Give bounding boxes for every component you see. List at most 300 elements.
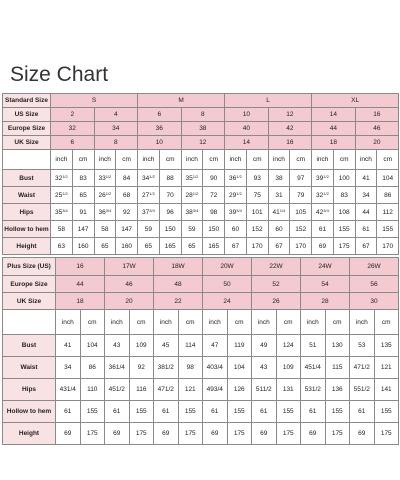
unit-cell: inch xyxy=(312,150,334,170)
value-cell: 155 xyxy=(276,401,301,423)
value-cell xyxy=(116,204,138,221)
value-cell xyxy=(290,204,312,221)
value-cell: 110 xyxy=(80,379,105,401)
value-cell: 114 xyxy=(178,335,203,357)
waist-row xyxy=(3,357,399,379)
value-fraction: 1/2 xyxy=(105,173,112,179)
value-cell xyxy=(225,238,247,255)
value-main: 39 xyxy=(316,174,324,182)
size-cell: 8 xyxy=(181,108,225,122)
value-main: 170 xyxy=(295,242,307,250)
row-label: Hips xyxy=(3,379,56,401)
value-main: 67 xyxy=(275,242,283,250)
bust-row xyxy=(3,335,399,357)
unit-cell: inch xyxy=(225,150,247,170)
plus-size-17w: 17W xyxy=(105,258,154,276)
value-fraction: 1/2 xyxy=(192,190,199,196)
value-main: 83 xyxy=(340,191,348,199)
value-cell: 551/2 xyxy=(350,379,375,401)
value-cell xyxy=(116,221,138,238)
size-cell: 10 xyxy=(138,136,182,150)
row-label: Bust xyxy=(3,170,51,187)
value-cell xyxy=(72,170,94,187)
unit-cell: inch xyxy=(301,310,326,335)
size-cell: 20 xyxy=(105,293,154,310)
value-main: 86 xyxy=(384,191,392,199)
value-cell xyxy=(94,221,116,238)
value-cell: 43 xyxy=(252,357,277,379)
row-label: Hollow to hem xyxy=(3,221,51,238)
value-cell: 51 xyxy=(301,335,326,357)
value-main: 79 xyxy=(297,191,305,199)
value-cell: 61 xyxy=(350,401,375,423)
value-main: 69 xyxy=(318,242,327,250)
value-cell: 451/2 xyxy=(105,379,130,401)
value-fraction: 3/4 xyxy=(149,207,155,213)
value-cell: 126 xyxy=(227,379,252,401)
unit-cell: cm xyxy=(80,310,105,335)
value-cell xyxy=(268,238,290,255)
unit-cell: inch xyxy=(252,310,277,335)
value-fraction: 1/2 xyxy=(236,190,242,196)
value-main: 34 xyxy=(362,191,370,199)
value-cell: 61 xyxy=(301,401,326,423)
value-cell xyxy=(51,221,73,238)
value-cell: 471/2 xyxy=(154,379,179,401)
value-cell: 451/4 xyxy=(301,357,326,379)
value-cell xyxy=(203,238,225,255)
size-cell: 42 xyxy=(268,122,312,136)
value-cell xyxy=(312,204,334,221)
value-cell xyxy=(225,187,247,204)
row-label: Europe Size xyxy=(3,122,51,136)
value-fraction: 1/2 xyxy=(323,173,329,179)
value-cell xyxy=(138,187,160,204)
value-fraction: 3/4 xyxy=(323,207,329,213)
row-label: Waist xyxy=(3,357,56,379)
row-label: Europe Size xyxy=(3,276,56,293)
value-cell: 109 xyxy=(276,357,301,379)
value-cell xyxy=(312,187,334,204)
value-cell: 69 xyxy=(56,423,81,445)
row-label: Standard Size xyxy=(3,94,51,108)
value-cell xyxy=(268,187,290,204)
value-cell xyxy=(312,170,334,187)
size-cell: 14 xyxy=(225,136,269,150)
value-cell: 61 xyxy=(154,401,179,423)
value-main: 60 xyxy=(275,225,283,233)
value-cell: 41 xyxy=(56,335,81,357)
unit-cell: cm xyxy=(333,150,355,170)
value-cell xyxy=(181,170,203,187)
value-cell: 45 xyxy=(154,335,179,357)
row-label: UK Size xyxy=(3,136,51,150)
value-cell xyxy=(246,221,268,238)
value-main: 152 xyxy=(251,225,263,233)
value-cell xyxy=(225,170,247,187)
unit-cell: cm xyxy=(246,150,268,170)
value-cell xyxy=(51,170,73,187)
value-cell: 119 xyxy=(227,335,252,357)
value-cell: 124 xyxy=(276,335,301,357)
value-cell: 86 xyxy=(80,357,105,379)
value-cell: 175 xyxy=(129,423,154,445)
value-cell xyxy=(51,238,73,255)
value-cell xyxy=(181,221,203,238)
value-fraction: 1/2 xyxy=(105,190,112,196)
unit-cell: cm xyxy=(227,310,252,335)
value-cell: 431/4 xyxy=(56,379,81,401)
value-cell xyxy=(377,170,399,187)
value-main: 44 xyxy=(362,208,370,216)
value-cell xyxy=(181,187,203,204)
value-cell xyxy=(138,238,160,255)
size-cell: 26 xyxy=(252,293,301,310)
value-cell: 131 xyxy=(276,379,301,401)
value-cell: 43 xyxy=(105,335,130,357)
unit-cell: cm xyxy=(129,310,154,335)
value-cell xyxy=(138,221,160,238)
size-cell: 18 xyxy=(56,293,105,310)
value-cell xyxy=(333,204,355,221)
value-cell: 104 xyxy=(227,357,252,379)
value-cell xyxy=(116,187,138,204)
size-cell: 50 xyxy=(203,276,252,293)
hollow-to-hem-row xyxy=(3,401,399,423)
uk-size-row xyxy=(3,136,399,150)
value-cell xyxy=(355,204,377,221)
value-cell: 175 xyxy=(374,423,399,445)
value-main: 42 xyxy=(316,208,324,216)
unit-cell: cm xyxy=(72,150,94,170)
value-cell xyxy=(72,187,94,204)
value-cell xyxy=(203,204,225,221)
value-cell xyxy=(312,221,334,238)
value-main: 68 xyxy=(123,191,131,199)
page-title: Size Chart xyxy=(10,63,109,86)
value-cell xyxy=(116,170,138,187)
value-cell: 61 xyxy=(252,401,277,423)
value-cell: 61 xyxy=(56,401,81,423)
value-main: 83 xyxy=(79,174,87,182)
size-cell: 22 xyxy=(154,293,203,310)
value-cell: 69 xyxy=(252,423,277,445)
value-main: 38 xyxy=(275,174,283,182)
value-cell: 121 xyxy=(178,379,203,401)
value-fraction: 1/2 xyxy=(62,173,68,179)
unit-cell: cm xyxy=(276,310,301,335)
value-main: 34 xyxy=(142,174,150,182)
unit-cell: cm xyxy=(178,310,203,335)
unit-cell: cm xyxy=(374,310,399,335)
value-main: 39 xyxy=(229,208,237,216)
value-cell xyxy=(355,187,377,204)
value-main: 67 xyxy=(231,242,240,250)
value-cell xyxy=(290,187,312,204)
size-cell: 24 xyxy=(203,293,252,310)
plus-size-22w: 22W xyxy=(252,258,301,276)
value-cell xyxy=(246,238,268,255)
value-cell xyxy=(355,170,377,187)
value-main: 33 xyxy=(98,174,106,182)
value-main: 97 xyxy=(297,174,305,182)
row-label: Bust xyxy=(3,335,56,357)
value-main: 61 xyxy=(318,225,327,233)
value-cell xyxy=(159,238,181,255)
row-label: Hollow to hem xyxy=(3,401,56,423)
size-cell: 56 xyxy=(350,276,399,293)
value-cell xyxy=(225,204,247,221)
value-main: 41 xyxy=(272,208,280,216)
value-main: 41 xyxy=(362,174,370,182)
unit-cell: inch xyxy=(56,310,81,335)
value-main: 75 xyxy=(253,191,261,199)
unit-cell: cm xyxy=(325,310,350,335)
us-size-row xyxy=(3,108,399,122)
value-main: 105 xyxy=(295,208,307,216)
value-fraction: 1/2 xyxy=(192,173,199,179)
value-main: 59 xyxy=(144,225,153,233)
value-cell xyxy=(116,238,138,255)
unit-row xyxy=(3,150,399,170)
size-cell: 20 xyxy=(355,136,399,150)
unit-row-label xyxy=(3,310,56,335)
value-main: 84 xyxy=(123,174,131,182)
hollow-to-hem-row xyxy=(3,221,399,238)
value-cell: 493/4 xyxy=(203,379,228,401)
value-cell: 511/2 xyxy=(252,379,277,401)
hips-row xyxy=(3,379,399,401)
value-cell xyxy=(333,221,355,238)
value-cell: 115 xyxy=(325,357,350,379)
row-label: UK Size xyxy=(3,293,56,310)
value-cell: 69 xyxy=(350,423,375,445)
height-row xyxy=(3,238,399,255)
plus-size-26w: 26W xyxy=(350,258,399,276)
value-main: 150 xyxy=(208,225,220,233)
row-label: US Size xyxy=(3,108,51,122)
value-cell xyxy=(377,238,399,255)
value-cell: 49 xyxy=(252,335,277,357)
value-cell: 121 xyxy=(374,357,399,379)
hips-row xyxy=(3,204,399,221)
unit-cell: cm xyxy=(377,150,399,170)
value-cell: 155 xyxy=(374,401,399,423)
value-main: 88 xyxy=(166,174,174,182)
value-cell xyxy=(159,170,181,187)
value-cell: 175 xyxy=(178,423,203,445)
unit-cell: inch xyxy=(138,150,160,170)
size-cell: 6 xyxy=(51,136,95,150)
value-cell xyxy=(290,221,312,238)
value-cell: 69 xyxy=(203,423,228,445)
value-cell: 69 xyxy=(301,423,326,445)
value-main: 98 xyxy=(210,208,218,216)
value-cell: 531/2 xyxy=(301,379,326,401)
value-main: 65 xyxy=(144,242,153,250)
value-main: 27 xyxy=(142,191,150,199)
value-main: 25 xyxy=(54,191,63,199)
value-main: 160 xyxy=(121,242,133,250)
value-cell xyxy=(355,221,377,238)
value-cell xyxy=(72,238,94,255)
value-cell: 135 xyxy=(374,335,399,357)
size-cell: 46 xyxy=(105,276,154,293)
row-label: Height xyxy=(3,238,51,255)
size-cell: 16 xyxy=(355,108,399,122)
size-cell: 16 xyxy=(268,136,312,150)
value-main: 160 xyxy=(77,242,89,250)
value-main: 65 xyxy=(188,242,196,250)
size-cell: 28 xyxy=(301,293,350,310)
size-cell: 44 xyxy=(312,122,356,136)
value-cell xyxy=(333,187,355,204)
value-cell xyxy=(246,204,268,221)
value-main: 65 xyxy=(79,191,87,199)
size-cell: 6 xyxy=(138,108,182,122)
size-cell: 18 xyxy=(312,136,356,150)
value-main: 147 xyxy=(121,225,133,233)
value-fraction: 1/2 xyxy=(149,173,155,179)
value-cell: 109 xyxy=(129,335,154,357)
value-main: 165 xyxy=(164,242,176,250)
value-cell: 361/4 xyxy=(105,357,130,379)
value-main: 58 xyxy=(57,225,65,233)
value-cell: 61 xyxy=(203,401,228,423)
value-cell: 136 xyxy=(325,379,350,401)
value-cell xyxy=(290,238,312,255)
value-cell: 130 xyxy=(325,335,350,357)
value-cell xyxy=(268,204,290,221)
value-main: 104 xyxy=(382,174,394,182)
value-cell: 155 xyxy=(325,401,350,423)
value-cell: 155 xyxy=(227,401,252,423)
size-group-m: M xyxy=(138,94,225,108)
size-cell: 8 xyxy=(94,136,138,150)
unit-cell: inch xyxy=(181,150,203,170)
unit-cell: inch xyxy=(268,150,290,170)
value-cell: 381/2 xyxy=(154,357,179,379)
size-group-l: L xyxy=(225,94,312,108)
value-cell xyxy=(181,238,203,255)
unit-cell: cm xyxy=(203,150,225,170)
value-fraction: 1/2 xyxy=(323,190,329,196)
value-main: 170 xyxy=(251,242,263,250)
value-cell: 34 xyxy=(56,357,81,379)
value-cell: 175 xyxy=(80,423,105,445)
value-cell xyxy=(72,204,94,221)
value-cell xyxy=(51,187,73,204)
value-main: 35 xyxy=(54,208,63,216)
value-cell: 141 xyxy=(374,379,399,401)
unit-cell: cm xyxy=(159,150,181,170)
standard-size-row xyxy=(3,94,399,108)
value-main: 65 xyxy=(101,242,109,250)
unit-cell: inch xyxy=(105,310,130,335)
value-main: 36 xyxy=(98,208,106,216)
plus-size-16: 16 xyxy=(56,258,105,276)
value-cell xyxy=(246,187,268,204)
value-cell xyxy=(333,170,355,187)
value-main: 31 xyxy=(275,191,283,199)
value-cell xyxy=(203,170,225,187)
value-fraction: 1/2 xyxy=(62,190,68,196)
size-cell: 10 xyxy=(225,108,269,122)
value-main: 170 xyxy=(382,242,394,250)
value-cell: 69 xyxy=(154,423,179,445)
value-main: 67 xyxy=(362,242,370,250)
size-group-s: S xyxy=(51,94,138,108)
row-label: Plus Size (US) xyxy=(3,258,56,276)
size-cell: 34 xyxy=(94,122,138,136)
value-cell xyxy=(51,204,73,221)
row-label: Waist xyxy=(3,187,51,204)
unit-cell: cm xyxy=(290,150,312,170)
value-cell xyxy=(138,204,160,221)
value-fraction: 3/4 xyxy=(236,207,242,213)
size-cell: 48 xyxy=(154,276,203,293)
unit-cell: inch xyxy=(355,150,377,170)
value-cell: 155 xyxy=(80,401,105,423)
unit-cell: inch xyxy=(154,310,179,335)
value-main: 36 xyxy=(229,174,237,182)
size-cell: 14 xyxy=(312,108,356,122)
value-main: 150 xyxy=(164,225,176,233)
value-main: 35 xyxy=(185,174,193,182)
row-label: Height xyxy=(3,423,56,445)
value-main: 26 xyxy=(98,191,106,199)
height-row xyxy=(3,423,399,445)
plus-size-row xyxy=(3,258,399,276)
value-cell: 92 xyxy=(129,357,154,379)
size-cell: 40 xyxy=(225,122,269,136)
value-fraction: 1/4 xyxy=(279,207,286,213)
unit-row xyxy=(3,310,399,335)
size-cell: 46 xyxy=(355,122,399,136)
size-cell: 30 xyxy=(350,293,399,310)
value-main: 29 xyxy=(229,191,237,199)
unit-row-label xyxy=(3,150,51,170)
regular-size-table xyxy=(2,93,399,255)
size-cell: 52 xyxy=(252,276,301,293)
unit-cell: cm xyxy=(116,150,138,170)
value-cell xyxy=(138,170,160,187)
value-cell xyxy=(181,204,203,221)
value-main: 108 xyxy=(338,208,350,216)
value-cell xyxy=(72,221,94,238)
value-cell xyxy=(203,187,225,204)
value-main: 96 xyxy=(166,208,174,216)
value-fraction: 3/4 xyxy=(192,207,199,213)
value-cell xyxy=(94,204,116,221)
value-main: 28 xyxy=(185,191,193,199)
value-cell xyxy=(159,221,181,238)
size-group-xl: XL xyxy=(312,94,399,108)
value-cell xyxy=(203,221,225,238)
value-cell: 175 xyxy=(227,423,252,445)
value-cell xyxy=(377,204,399,221)
unit-cell: inch xyxy=(203,310,228,335)
value-main: 32 xyxy=(316,191,324,199)
value-main: 101 xyxy=(251,208,263,216)
value-cell: 403/4 xyxy=(203,357,228,379)
value-cell xyxy=(312,238,334,255)
value-cell: 98 xyxy=(178,357,203,379)
value-main: 155 xyxy=(382,225,394,233)
size-cell: 38 xyxy=(181,122,225,136)
value-main: 58 xyxy=(101,225,109,233)
value-cell: 471/2 xyxy=(350,357,375,379)
